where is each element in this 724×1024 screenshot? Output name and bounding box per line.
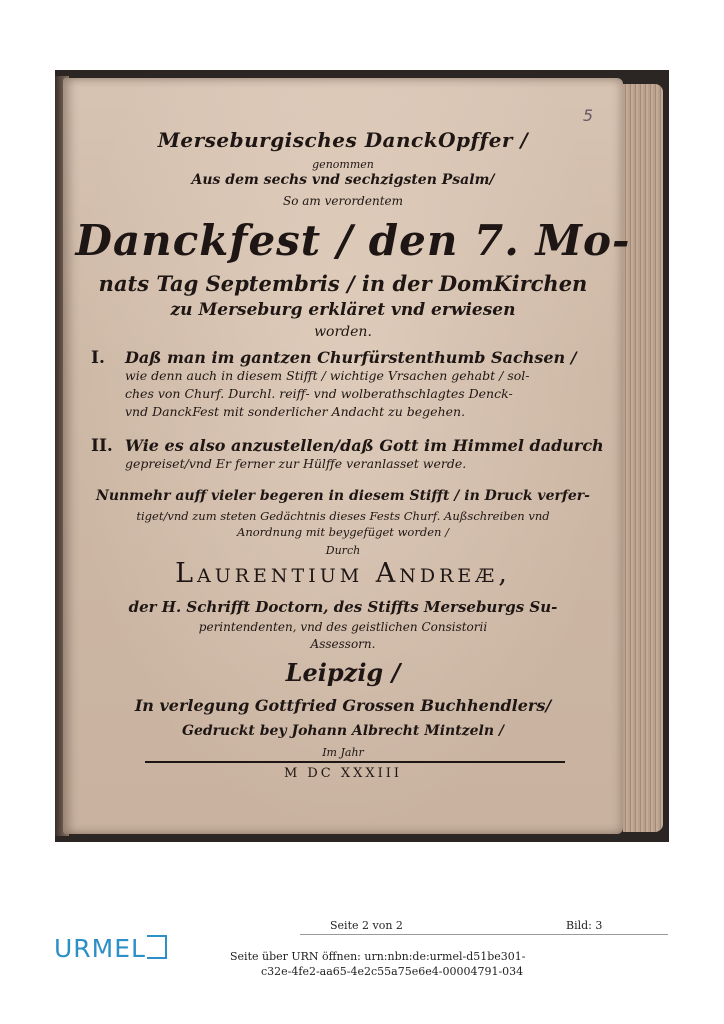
point-one-line: ches von Churf. Durchl. reiff- vnd wolberathschlagtes Denck-	[125, 386, 513, 401]
logo-bracket-icon	[147, 935, 167, 959]
point-two-line: gepreiset/vnd Er ferner zur Hülffe veranlasset werde.	[125, 456, 467, 471]
point-two-first-line: Wie es also anzustellen/daß Gott im Himmel dadurch	[125, 436, 604, 455]
scanned-page-image	[55, 70, 669, 842]
danckfest-heading: Danckfest / den 7. Mo-	[75, 216, 631, 265]
anordnung-line: Anordnung mit beygefüget worden /	[237, 525, 449, 539]
point-one-line: wie denn auch in diesem Stifft / wichtige Vrsachen gehabt / sol-	[125, 368, 530, 383]
logo-text: URMEL	[54, 934, 146, 963]
point-one-number: I.	[91, 348, 105, 368]
tiget-line: tiget/vnd zum steten Gedächtnis dieses Fests Churf. Außschreiben vnd	[136, 509, 550, 523]
author-title-line: perintendenten, vnd des geistlichen Consistorii	[198, 620, 488, 634]
psalm-line: Aus dem sechs vnd sechzigsten Psalm/	[191, 172, 495, 188]
handwritten-page-number: 5	[582, 106, 593, 125]
page-info: Seite 2 von 2	[330, 919, 403, 932]
merseburg-line: zu Merseburg erkläret vnd erwiesen	[170, 300, 516, 320]
place-leipzig: Leipzig /	[285, 658, 401, 687]
author-title-line: der H. Schrifft Doctorn, des Stiffts Merseburgs Su-	[128, 598, 558, 616]
durch-line: Durch	[325, 544, 361, 557]
publisher-line: In verlegung Gottfried Grossen Buchhendlers/	[134, 696, 552, 715]
point-two	[91, 436, 604, 473]
urn-link-line[interactable]: c32e-4fe2-aa65-4e2c55a75e6e4-00004791-034	[261, 965, 524, 978]
page-edges	[623, 84, 663, 832]
urmel-logo[interactable]	[54, 934, 167, 964]
urn-link-line[interactable]: Seite über URN öffnen: urn:nbn:de:urmel-d51be301-	[230, 950, 526, 963]
footer-divider	[300, 934, 668, 935]
title-page	[63, 78, 631, 834]
point-one-first-line: Daß man im gantzen Churfürstenthumb Sachsen /	[125, 348, 577, 367]
septembris-line: nats Tag Septembris / in der DomKirchen	[98, 271, 588, 296]
point-one-line: vnd DanckFest mit sonderlicher Andacht zu begehen.	[125, 404, 466, 419]
author-name: Laurentium Andreæ,	[175, 558, 511, 589]
author-title-line: Assessorn.	[310, 637, 376, 651]
image-info: Bild: 3	[566, 919, 603, 932]
verordentem-line: So am verordentem	[283, 194, 403, 208]
subtitle-genommen: genommen	[312, 158, 374, 171]
printer-line: Gedruckt bey Johann Albrecht Mintzeln /	[181, 723, 505, 739]
title-line: Merseburgisches DanckOpffer /	[157, 128, 529, 152]
year-line: M DC XXXIII	[283, 766, 403, 781]
im-jahr-line: Im Jahr	[322, 746, 364, 759]
point-two-number: II.	[91, 436, 113, 456]
divider-rule	[145, 761, 565, 763]
nunmehr-line: Nunmehr auff vieler begeren in diesem Stifft / in Druck verfer-	[96, 488, 590, 504]
worden-line: worden.	[314, 324, 372, 340]
point-one	[91, 348, 601, 421]
